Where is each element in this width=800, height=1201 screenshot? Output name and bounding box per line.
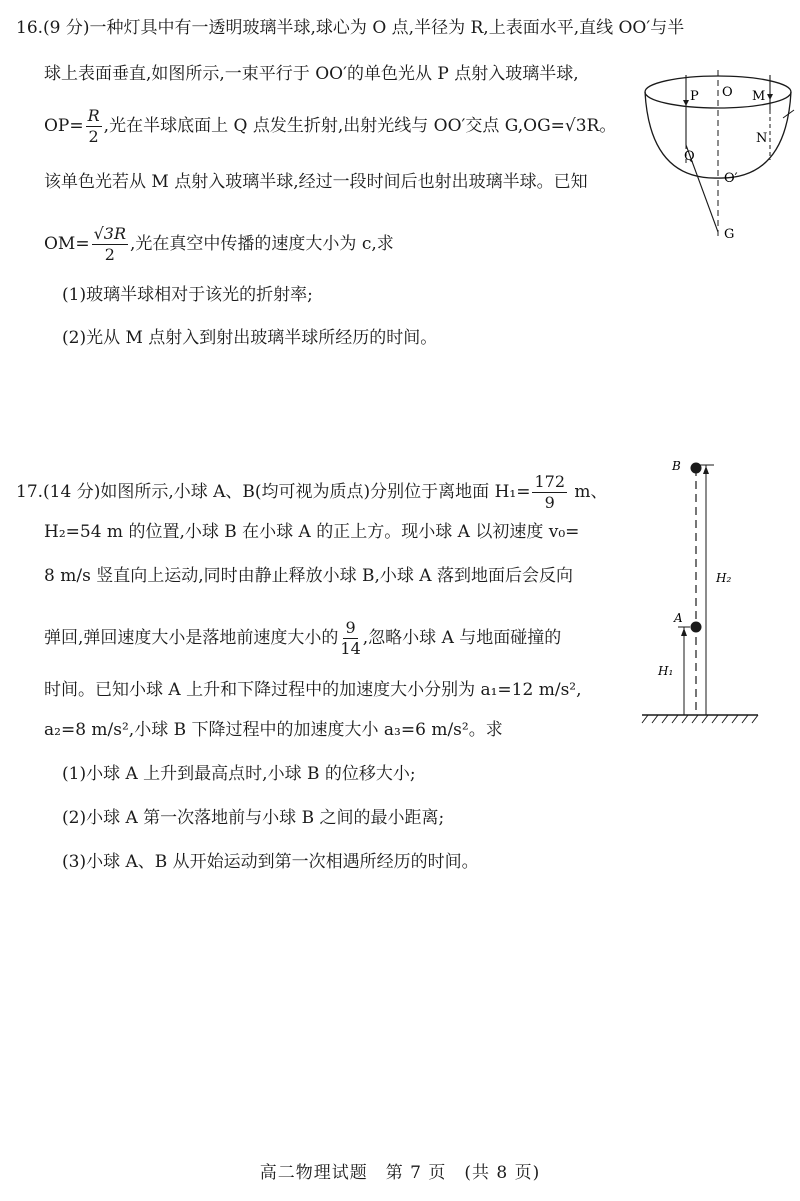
q17-line-6: a₂=8 m/s²,小球 B 下降过程中的加速度大小 a₃=6 m/s²。求: [44, 720, 503, 740]
q16-om-den: 2: [104, 245, 115, 264]
q17-sub-2: (2)小球 A 第一次落地前与小球 B 之间的最小距离;: [62, 808, 445, 828]
label-h1: H₁: [658, 664, 674, 678]
q17-h1-num: 172: [534, 472, 566, 491]
h1-arrow-up-icon: [681, 628, 687, 636]
q17-balls-diagram: [640, 450, 760, 740]
q16-om-label: OM=: [44, 234, 90, 254]
q16-op-num: R: [87, 106, 100, 125]
q17-line-3: 8 m/s 竖直向上运动,同时由静止释放小球 B,小球 A 落到地面后会反向: [44, 566, 573, 586]
label-o-prime: O′: [724, 171, 738, 186]
q17-line-5: 时间。已知小球 A 上升和下降过程中的加速度大小分别为 a₁=12 m/s²,: [44, 680, 582, 700]
q17-text-1b: m、: [569, 482, 608, 502]
q17-text-4: 弹回,弹回速度大小是落地前速度大小的: [44, 628, 339, 648]
q17-sub-3: (3)小球 A、B 从开始运动到第一次相遇所经历的时间。: [62, 852, 479, 872]
ground-hatching: [642, 715, 758, 723]
q17-line-4: [44, 620, 561, 657]
label-n: N: [756, 131, 768, 146]
q16-line-5: [44, 226, 394, 263]
q16-line-2: 球上表面垂直,如图所示,一束平行于 OO′的单色光从 P 点射入玻璃半球,: [44, 64, 579, 84]
q17-text-4b: ,忽略小球 A 与地面碰撞的: [362, 628, 562, 648]
q16-number: 16.: [16, 18, 44, 38]
ball-a-icon: [691, 622, 702, 633]
q16-line-4: 该单色光若从 M 点射入玻璃半球,经过一段时间后也射出玻璃半球。已知: [44, 172, 588, 192]
q16-om-fraction: [92, 226, 128, 263]
label-h2: H₂: [716, 571, 732, 585]
q16-line-1: [16, 18, 684, 38]
page-footer: 高二物理试题 第 7 页 (共 8 页): [259, 1163, 541, 1183]
q16-sub-1: (1)玻璃半球相对于该光的折射率;: [62, 285, 313, 305]
q16-op-label: OP=: [44, 116, 84, 136]
q17-sub-1: (1)小球 A 上升到最高点时,小球 B 的位移大小;: [62, 764, 416, 784]
q16-text-3: ,光在半球底面上 Q 点发生折射,出射光线与 OO′交点 G,OG=√3R。: [103, 116, 617, 136]
label-q: Q: [684, 149, 695, 164]
q16-op-fraction: [86, 108, 102, 145]
q17-ratio-den: 14: [340, 639, 361, 658]
label-a: A: [674, 611, 683, 625]
q16-op-den: 2: [88, 127, 99, 146]
label-p: P: [690, 89, 699, 104]
q17-ratio-num: 9: [345, 618, 356, 637]
ball-b-icon: [691, 463, 702, 474]
q17-h1-fraction: [532, 474, 567, 511]
q17-h1-den: 9: [544, 493, 555, 512]
label-m: M: [752, 89, 766, 104]
q17-line-1: [16, 474, 608, 511]
q16-sub-2: (2)光从 M 点射入到射出玻璃半球所经历的时间。: [62, 328, 438, 348]
arrow-m-icon: [767, 94, 773, 100]
h2-arrow-up-icon: [703, 466, 709, 474]
q16-text-5: ,光在真空中传播的速度大小为 c,求: [130, 234, 394, 254]
q16-hemisphere-diagram: [640, 70, 800, 250]
q17-text-1: 17.(14 分)如图所示,小球 A、B(均可视为质点)分别位于离地面 H₁=: [16, 482, 531, 502]
arrow-p-icon: [683, 100, 689, 106]
q16-line-3: [44, 108, 616, 145]
q17-ratio-fraction: [340, 620, 360, 657]
q17-line-2: H₂=54 m 的位置,小球 B 在小球 A 的正上方。现小球 A 以初速度 v₀=: [44, 522, 580, 542]
label-g: G: [724, 227, 735, 242]
q16-om-num: √3R: [93, 224, 127, 243]
label-o: O: [722, 85, 733, 100]
label-b: B: [672, 459, 681, 473]
q16-text-1: (9 分)一种灯具中有一透明玻璃半球,球心为 O 点,半径为 R,上表面水平,直线 OO′与半: [43, 18, 685, 38]
